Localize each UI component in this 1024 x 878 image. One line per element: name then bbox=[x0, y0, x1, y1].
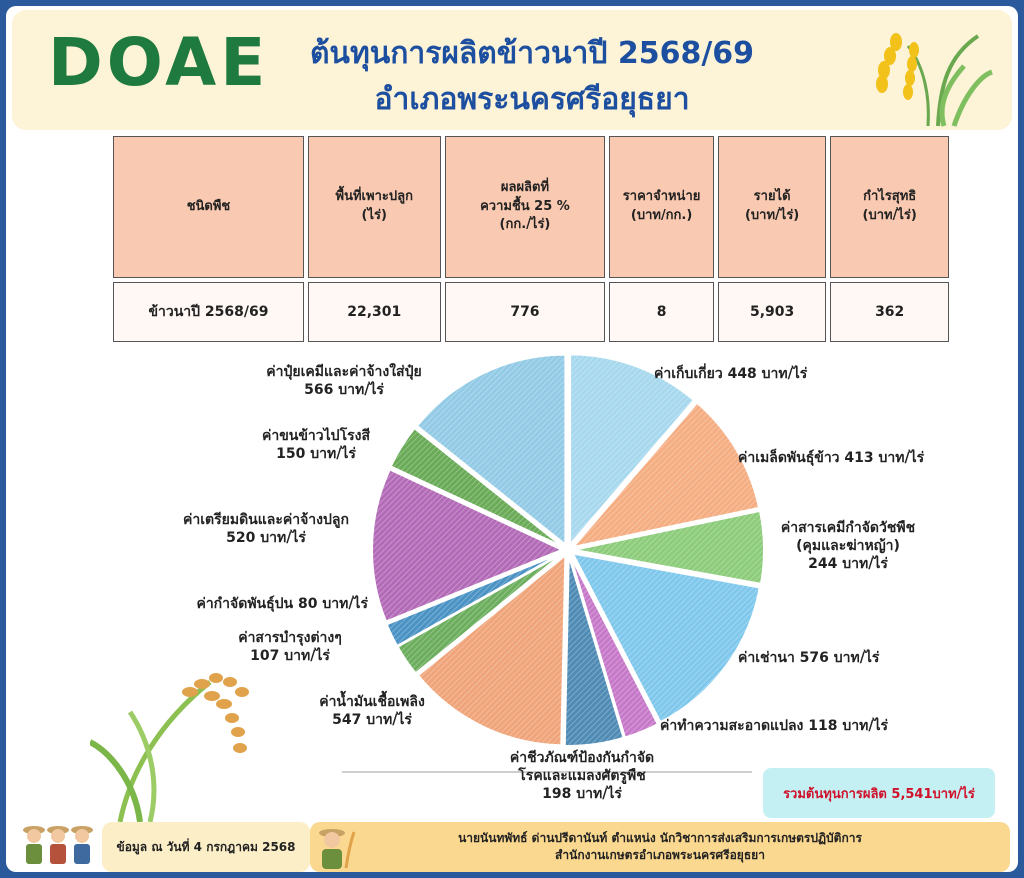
cell-price: 8 bbox=[609, 282, 714, 342]
pie-slice-label: ค่ากำจัดพันธุ์ปน 80 บาท/ไร่ bbox=[196, 596, 368, 612]
cell-profit: 362 bbox=[830, 282, 949, 342]
data-date-label: ข้อมูล ณ วันที่ 4 กรกฎาคม 2568 bbox=[102, 822, 310, 872]
pie-slice-label: ค่าเช่านา 576 บาท/ไร่ bbox=[738, 650, 880, 666]
col-header-area: พื้นที่เพาะปลูก (ไร่) bbox=[308, 136, 441, 278]
pie-slice-label: ค่าทำความสะอาดแปลง 118 บาท/ไร่ bbox=[660, 718, 889, 734]
pie-slice-label: ค่าชีวภัณฑ์ป้องกันกำจัดโรคและแมลงศัตรูพืช 198 บาท/ไร่ bbox=[509, 750, 655, 802]
author-line: นายนันทพัทธ์ ด่านปรีดานันท์ ตำแหน่ง นักวิชาการส่งเสริมการเกษตรปฏิบัติการ bbox=[458, 830, 862, 845]
col-header-income: รายได้ (บาท/ไร่) bbox=[718, 136, 827, 278]
pie-slice-label: ค่าน้ำมันเชื้อเพลิง 547 บาท/ไร่ bbox=[319, 694, 425, 728]
total-cost-badge: รวมต้นทุนการผลิต 5,541บาท/ไร่ bbox=[763, 768, 995, 818]
pie-slice-label: ค่าสารบำรุงต่างๆ 107 บาท/ไร่ bbox=[238, 630, 342, 664]
page-subtitle: อำเภอพระนครศรีอยุธยา bbox=[374, 82, 690, 117]
office-line: สำนักงานเกษตรอำเภอพระนครศรีอยุธยา bbox=[555, 848, 765, 862]
cell-area: 22,301 bbox=[308, 282, 441, 342]
col-header-crop: ชนิดพืช bbox=[113, 136, 304, 278]
pie-slice-label: ค่าสารเคมีกำจัดวัชพืช(คุมและฆ่าหญ้า) 244 บาท/ไร่ bbox=[780, 520, 916, 572]
pie-slice-label: ค่าเมล็ดพันธุ์ข้าว 413 บาท/ไร่ bbox=[738, 450, 925, 466]
doae-logo: DOAE bbox=[48, 24, 270, 101]
col-header-profit: กำไรสุทธิ (บาท/ไร่) bbox=[830, 136, 949, 278]
pie-slice-label: ค่าเตรียมดินและค่าจ้างปลูก 520 บาท/ไร่ bbox=[183, 512, 349, 546]
col-header-yield: ผลผลิตที่ ความชื้น 25 % (กก./ไร่) bbox=[445, 136, 606, 278]
pie-slice-label: ค่าขนข้าวไปโรงสี 150 บาท/ไร่ bbox=[261, 428, 371, 462]
page-title: ต้นทุนการผลิตข้าวนาปี 2568/69 bbox=[309, 36, 755, 71]
col-header-price: ราคาจำหน่าย (บาท/กก.) bbox=[609, 136, 714, 278]
cell-yield: 776 bbox=[445, 282, 606, 342]
pie-slice-label: ค่าปุ๋ยเคมีและค่าจ้างใส่ปุ๋ย 566 บาท/ไร่ bbox=[266, 364, 422, 398]
cell-income: 5,903 bbox=[718, 282, 827, 342]
cell-crop: ข้าวนาปี 2568/69 bbox=[113, 282, 304, 342]
pie-slice-label: ค่าเก็บเกี่ยว 448 บาท/ไร่ bbox=[654, 366, 808, 382]
